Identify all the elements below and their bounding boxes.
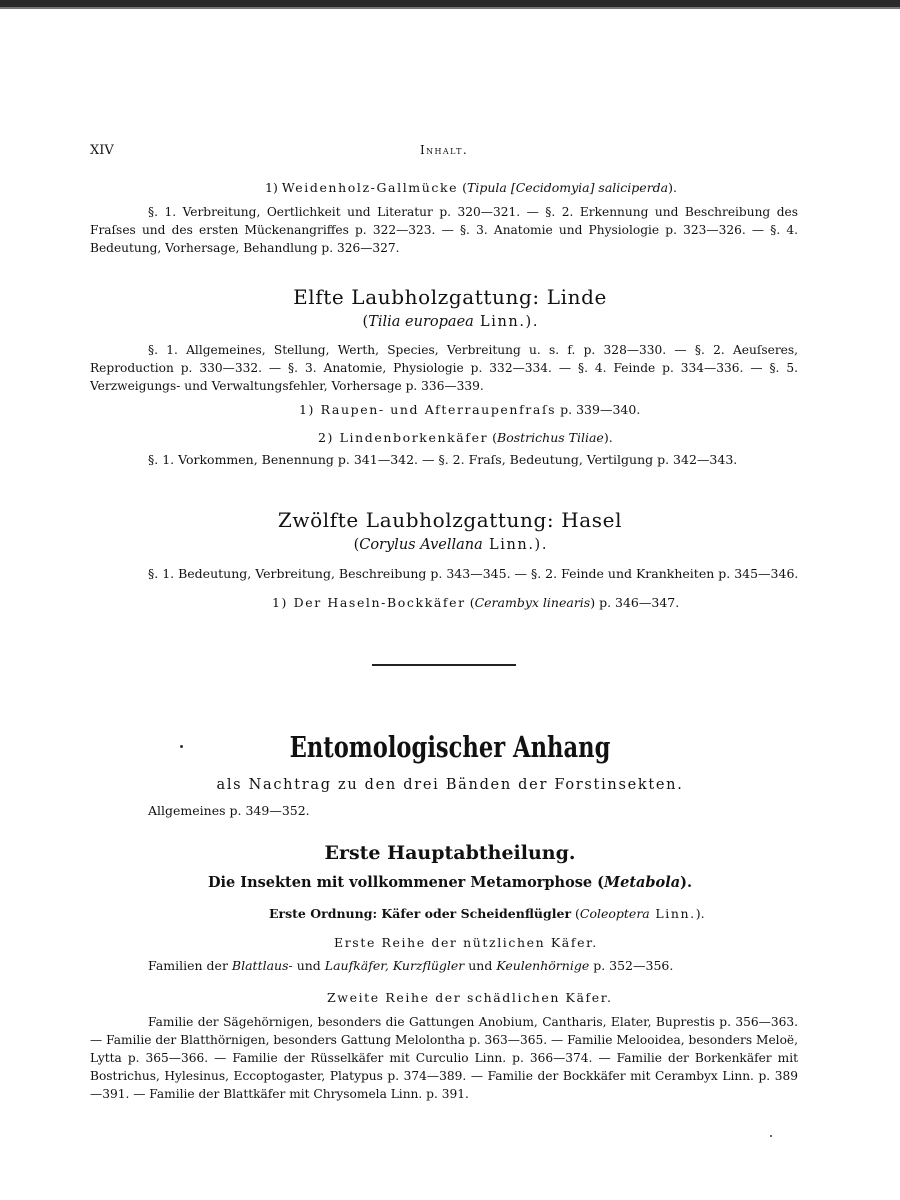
order-heading: Erste Ordnung: Käfer oder Scheidenflügler (Coleoptera Linn.). bbox=[269, 906, 705, 921]
hauptabtheilung-title: Erste Hauptabtheilung. bbox=[324, 842, 576, 864]
row2-title: Zweite Reihe der schädlichen Käfer. bbox=[327, 990, 613, 1005]
linde-item2-body: §. 1. Vorkommen, Benennung p. 341—342. — §. 2. Fraſs, Bedeutung, Vertilgung p. 342—343. bbox=[148, 452, 738, 467]
running-title: Inhalt. bbox=[420, 143, 469, 157]
linde-body: §. 1. Allgemeines, Stellung, Werth, Species, Verbreitung u. s. f. p. 328—330. — §. 2. Aeuſseres, Reproduction p. 330—332. — §. 3. Anatomie, Physiologie p. 332—334. — §. 4. Feinde p. 334—336. — §. 5. Verzweigungs- und Verwaltungsfehler, Vorhersage p. 336—339. bbox=[90, 343, 798, 393]
anhang-title-wrap bbox=[0, 730, 900, 764]
hasel-latin: (Corylus Avellana Linn.). bbox=[353, 537, 547, 553]
anhang-title: Entomologischer Anhang bbox=[289, 730, 611, 764]
anhang-general: Allgemeines p. 349—352. bbox=[148, 803, 310, 818]
row1-body: Familien der Blattlaus- und Laufkäfer, Kurzflügler und Keulenhörnige p. 352—356. bbox=[148, 958, 674, 973]
anhang-subtitle: als Nachtrag zu den drei Bänden der Forstinsekten. bbox=[216, 777, 684, 793]
hasel-heading: Zwölfte Laubholzgattung: Hasel bbox=[277, 508, 623, 532]
page-number: XIV bbox=[90, 143, 114, 158]
linde-latin: (Tilia europaea Linn.). bbox=[362, 314, 538, 330]
linde-item-raupen: 1) Raupen- und Afterraupenfraſs p. 339—340. bbox=[299, 402, 641, 417]
linde-heading: Elfte Laubholzgattung: Linde bbox=[293, 285, 607, 309]
hasel-item-bockkaefer: 1) Der Haseln-Bockkäfer (Cerambyx linearis) p. 346—347. bbox=[272, 595, 680, 610]
scan-edge-shadow bbox=[0, 7, 900, 9]
weidenholz-body: §. 1. Verbreitung, Oertlichkeit und Literatur p. 320—321. — §. 2. Erkennung und Beschreibung des Fraſses und des ersten Mückenangriffes p. 322—323. — §. 3. Anatomie und Physiologie p. 323—326. — §. 4. Bedeutung, Vorhersage, Behandlung p. 326—327. bbox=[90, 205, 798, 255]
scan-speck bbox=[770, 1135, 772, 1137]
row1-title: Erste Reihe der nützlichen Käfer. bbox=[334, 935, 598, 950]
hasel-body: §. 1. Bedeutung, Verbreitung, Beschreibung p. 343—345. — §. 2. Feinde und Krankheiten p. 345—346. bbox=[148, 566, 799, 581]
scan-speck bbox=[180, 745, 183, 748]
weidenholz-title: 1) Weidenholz-Gallmücke (Tipula [Cecidomyia] saliciperda). bbox=[265, 180, 677, 195]
linde-item-borkenkaefer: 2) Lindenborkenkäfer (Bostrichus Tiliae). bbox=[318, 430, 613, 445]
hauptabtheilung-subtitle: Die Insekten mit vollkommener Metamorphose (Metabola). bbox=[207, 874, 693, 891]
row2-body: Familie der Sägehörnigen, besonders die Gattungen Anobium, Cantharis, Elater, Buprestis p. 356—363. — Familie der Blatthörnigen, besonders Gattung Melolontha p. 363—365. — Familie Melooidea, besonders Meloë, Lytta p. 365—366. — Familie der Rüsselkäfer mit Curculio Linn. p. 366—374. — Familie der Borkenkäfer mit Bostrichus, Hylesinus, Eccoptogaster, Platypus p. 374—389. — Familie der Bockkäfer mit Cerambyx Linn. p. 389—391. — Familie der Blattkäfer mit Chrysomela Linn. p. 391. bbox=[90, 1015, 798, 1101]
section-divider bbox=[372, 664, 516, 666]
scan-edge-top bbox=[0, 0, 900, 7]
